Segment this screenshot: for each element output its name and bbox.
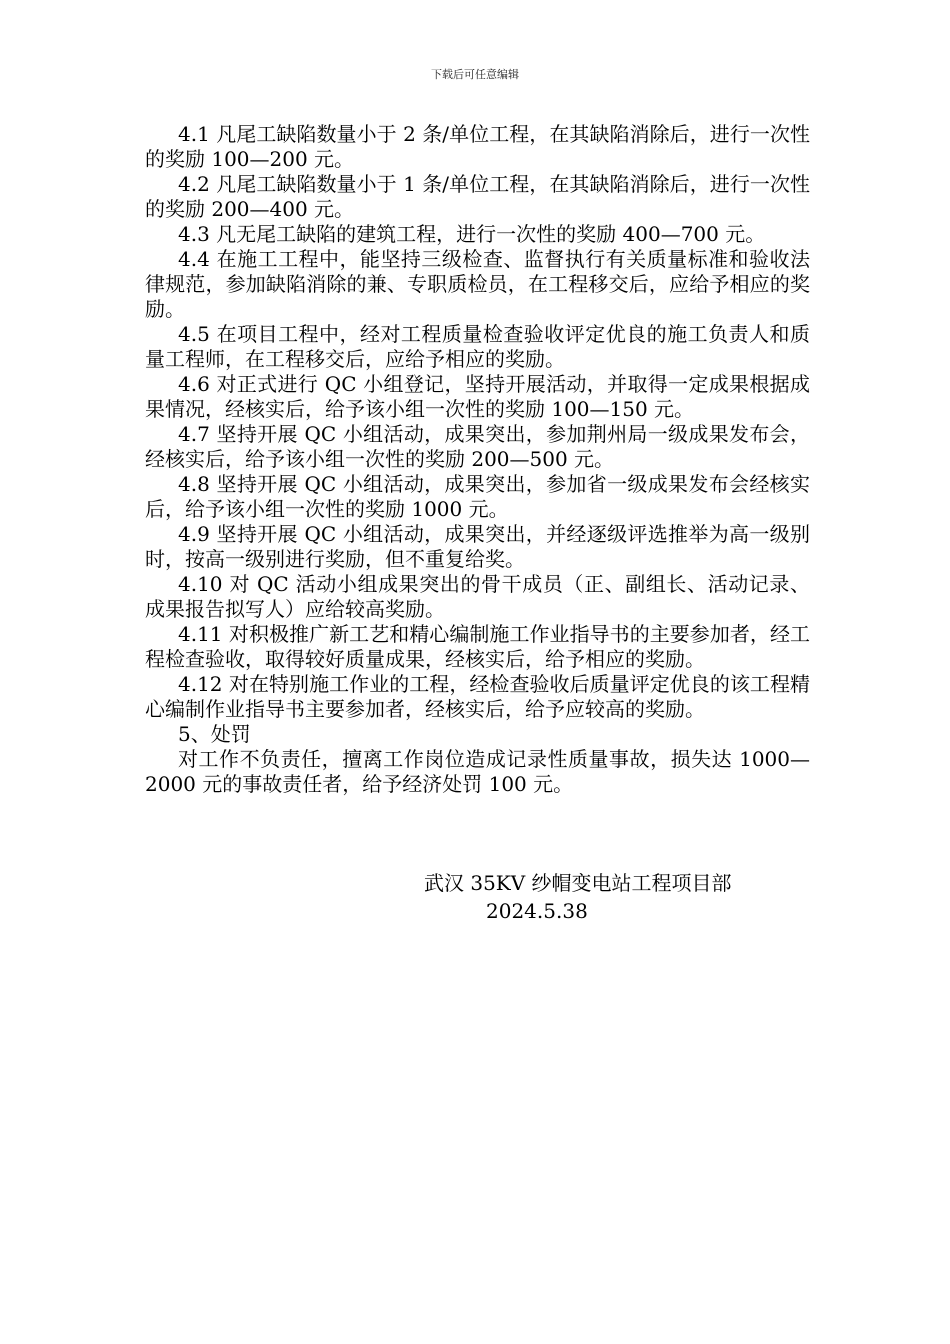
paragraph-penalty: 对工作不负责任，擅离工作岗位造成记录性质量事故，损失达 1000—2000 元的事故责任者，给予经济处罚 100 元。 xyxy=(145,747,810,796)
paragraph-4-8: 4.8 坚持开展 QC 小组活动，成果突出，参加省一级成果发布会经核实后，给予该小组一次性的奖励 1000 元。 xyxy=(145,472,810,521)
paragraph-4-10: 4.10 对 QC 活动小组成果突出的骨干成员（正、副组长、活动记录、成果报告拟写人）应给较高奖励。 xyxy=(145,572,810,621)
paragraph-4-11: 4.11 对积极推广新工艺和精心编制施工作业指导书的主要参加者，经工程检查验收，取得较好质量成果，经核实后，给予相应的奖励。 xyxy=(145,622,810,671)
paragraph-4-5: 4.5 在项目工程中，经对工程质量检查验收评定优良的施工负责人和质量工程师，在工程移交后，应给予相应的奖励。 xyxy=(145,322,810,371)
page-header: 下载后可任意编辑 xyxy=(431,68,519,81)
paragraph-4-9: 4.9 坚持开展 QC 小组活动，成果突出，并经逐级评选推举为高一级别时，按高一级别进行奖励，但不重复给奖。 xyxy=(145,522,810,571)
document-body xyxy=(145,122,810,797)
section-heading-penalty: 5、处罚 xyxy=(178,722,251,746)
signature-organization: 武汉 35KV 纱帽变电站工程项目部 xyxy=(424,871,732,895)
paragraph-4-6: 4.6 对正式进行 QC 小组登记，坚持开展活动，并取得一定成果根据成果情况，经核实后，给予该小组一次性的奖励 100—150 元。 xyxy=(145,372,810,421)
paragraph-4-12: 4.12 对在特别施工作业的工程，经检查验收后质量评定优良的该工程精心编制作业指导书主要参加者，经核实后，给予应较高的奖励。 xyxy=(145,672,810,721)
signature-block xyxy=(424,869,824,925)
paragraph-4-3: 4.3 凡无尾工缺陷的建筑工程，进行一次性的奖励 400—700 元。 xyxy=(178,222,766,246)
paragraph-4-2: 4.2 凡尾工缺陷数量小于 1 条/单位工程，在其缺陷消除后，进行一次性的奖励 200—400 元。 xyxy=(145,172,810,221)
paragraph-4-1: 4.1 凡尾工缺陷数量小于 2 条/单位工程，在其缺陷消除后，进行一次性的奖励 100—200 元。 xyxy=(145,122,810,171)
signature-date: 2024.5.38 xyxy=(486,899,588,923)
paragraph-4-4: 4.4 在施工工程中，能坚持三级检查、监督执行有关质量标准和验收法律规范，参加缺陷消除的兼、专职质检员，在工程移交后，应给予相应的奖励。 xyxy=(145,247,810,321)
paragraph-4-7: 4.7 坚持开展 QC 小组活动，成果突出，参加荆州局一级成果发布会，经核实后，给予该小组一次性的奖励 200—500 元。 xyxy=(145,422,810,471)
